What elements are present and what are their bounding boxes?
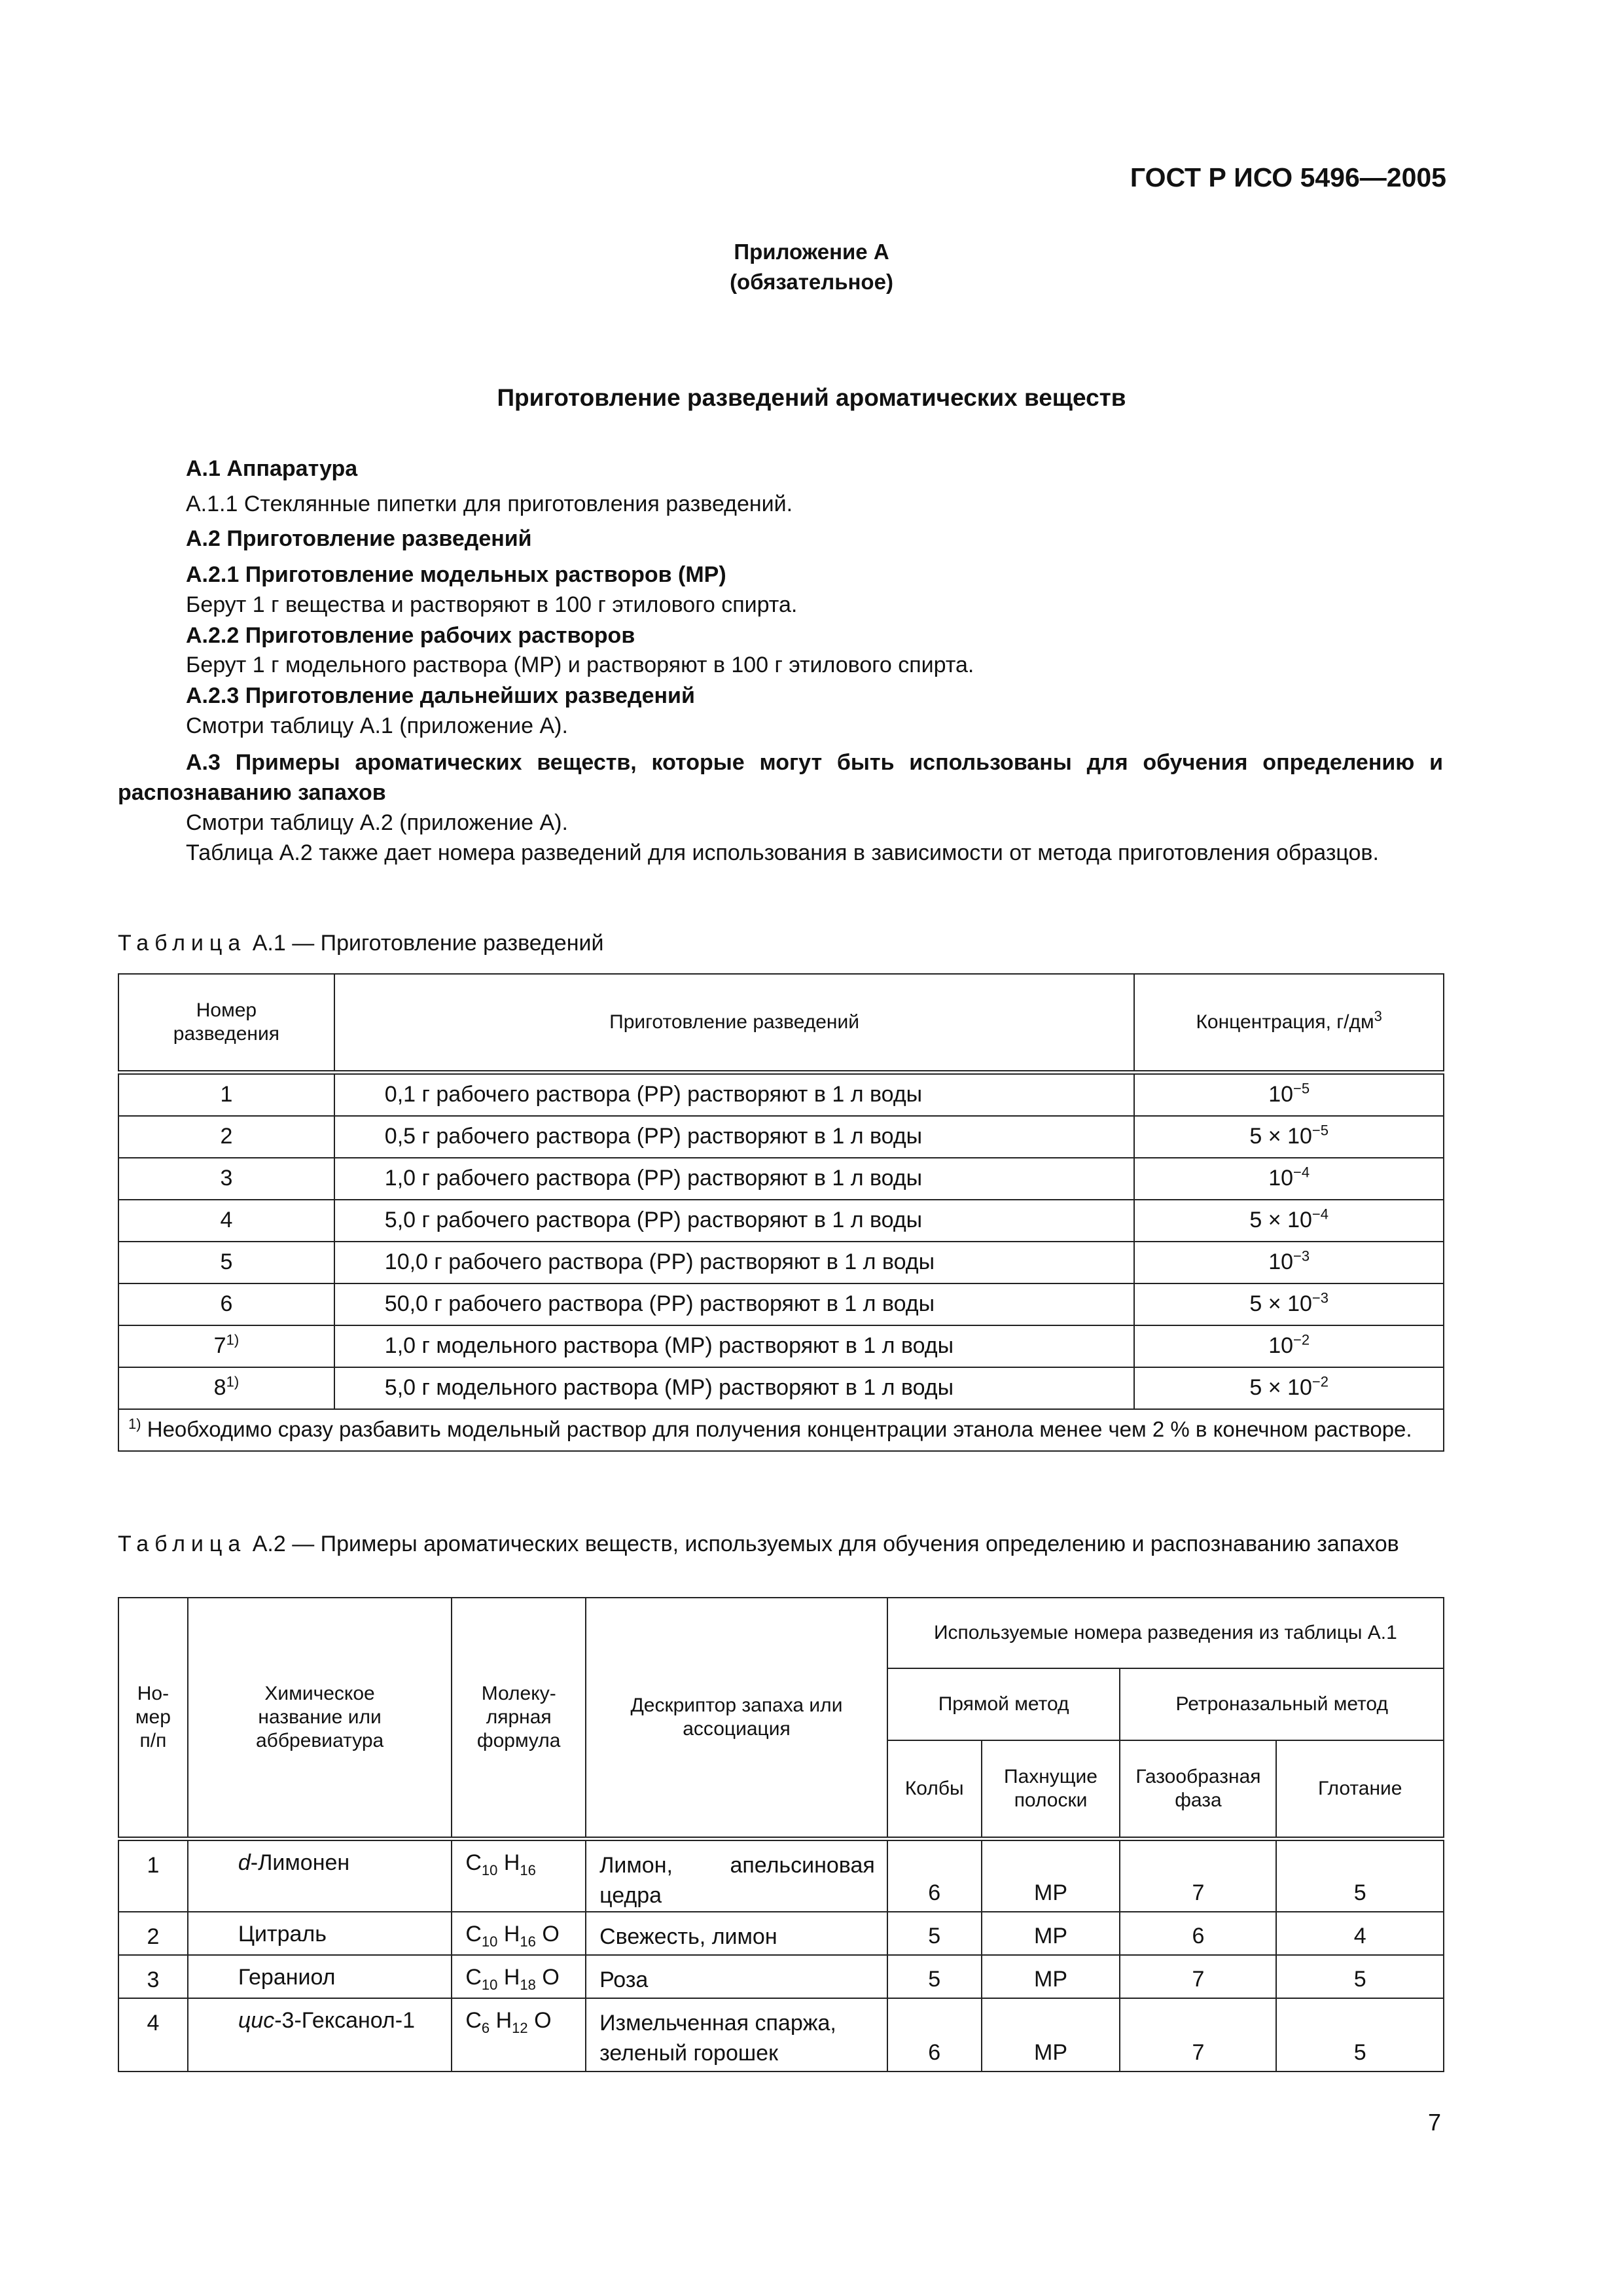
t1-footnote: $^{1)}$ Необходимо сразу разбавить модельный раствор для получения концентрации этанола менее чем 2 % в конечном растворе. — [118, 1409, 1444, 1451]
t2-cell-swallow: 5 — [1276, 1998, 1444, 2072]
t1-cell-number: 3 — [118, 1158, 334, 1200]
t1-header-number: Номер разведения — [118, 974, 334, 1072]
t2-cell-number: 4 — [118, 1998, 188, 2072]
t1-cell-prep: 10,0 г рабочего раствора (РР) растворяют в 1 л воды — [334, 1242, 1135, 1283]
aroma-table — [118, 1597, 1444, 2072]
table2-caption — [118, 1530, 1443, 1558]
t2-header-descriptor: Дескриптор запаха или ассоциация — [586, 1598, 887, 1839]
t1-cell-number: 6 — [118, 1283, 334, 1325]
t2-cell-descriptor: Роза — [586, 1955, 887, 1998]
t2-header-swallow: Глотание — [1276, 1740, 1444, 1839]
t1-header-prep: Приготовление разведений — [334, 974, 1135, 1072]
t2-cell-flasks: 5 — [887, 1912, 982, 1955]
t2-cell-strips: МР — [982, 1998, 1120, 2072]
t1-cell-conc: $10^{-2}$ — [1134, 1325, 1444, 1367]
t1-cell-prep: 50,0 г рабочего раствора (РР) растворяют в 1 л воды — [334, 1283, 1135, 1325]
table2-caption-word: Таблица — [118, 1532, 247, 1556]
t2-row — [118, 1998, 1444, 2072]
section-a3-text1: Смотри таблицу А.2 (приложение А). — [186, 810, 568, 835]
section-a3-heading: А.3 Примеры ароматических веществ, которые могут быть использованы для обучения определению и распознаванию запахов — [118, 750, 1443, 805]
t2-cell-flasks: 6 — [887, 1839, 982, 1912]
appendix-status: (обязательное) — [730, 270, 893, 294]
standard-code: ГОСТ Р ИСО 5496—2005 — [1130, 162, 1446, 192]
t2-cell-number: 2 — [118, 1912, 188, 1955]
t1-cell-number: 7$^{1)}$ — [118, 1325, 334, 1367]
t2-cell-strips: МР — [982, 1839, 1120, 1912]
t1-row — [118, 1116, 1444, 1158]
section-a2-2-text: Берут 1 г модельного раствора (МР) и растворяют в 100 г этилового спирта. — [186, 653, 974, 677]
t1-cell-prep: 1,0 г модельного раствора (МР) растворяют в 1 л воды — [334, 1325, 1135, 1367]
section-a2-1-text: Берут 1 г вещества и растворяют в 100 г этилового спирта. — [186, 592, 798, 617]
t2-row — [118, 1955, 1444, 1998]
t1-cell-number: 8$^{1)}$ — [118, 1367, 334, 1409]
t2-row — [118, 1912, 1444, 1955]
t2-cell-swallow: 5 — [1276, 1839, 1444, 1912]
t2-cell-gas: 6 — [1120, 1912, 1276, 1955]
page-title: Приготовление разведений ароматических веществ — [497, 384, 1126, 411]
t2-header-number: Но-мер п/п — [118, 1598, 188, 1839]
t1-row — [118, 1283, 1444, 1325]
t2-header-used: Используемые номера разведения из таблицы А.1 — [887, 1598, 1444, 1668]
t1-cell-conc: $5 \times 10^{-2}$ — [1134, 1367, 1444, 1409]
t1-cell-conc: $10^{-4}$ — [1134, 1158, 1444, 1200]
t1-row — [118, 1242, 1444, 1283]
table2-caption-rest: А.2 — Примеры ароматических веществ, используемых для обучения определению и распознаванию запахов — [246, 1532, 1399, 1556]
t2-cell-strips: МР — [982, 1912, 1120, 1955]
section-a3-text2: Таблица А.2 также дает номера разведений для использования в зависимости от метода приготовления образцов. — [186, 840, 1379, 865]
t2-header-formula: Молеку-лярная формула — [452, 1598, 586, 1839]
t2-cell-descriptor: Лимон, апельсиновая цедра — [586, 1839, 887, 1912]
table1-caption-word: Таблица — [118, 931, 247, 956]
t1-cell-conc: $5 \times 10^{-4}$ — [1134, 1200, 1444, 1242]
section-a2-3-text: Смотри таблицу А.1 (приложение А). — [186, 713, 568, 738]
t1-cell-number: 4 — [118, 1200, 334, 1242]
table1-caption — [118, 929, 1443, 957]
t1-row — [118, 1200, 1444, 1242]
t2-cell-gas: 7 — [1120, 1955, 1276, 1998]
t1-row — [118, 1072, 1444, 1116]
t1-row — [118, 1325, 1444, 1367]
t2-header-flasks: Колбы — [887, 1740, 982, 1839]
t1-cell-prep: 5,0 г рабочего раствора (РР) растворяют в 1 л воды — [334, 1200, 1135, 1242]
t1-header-conc: Концентрация, $г/дм^3$ — [1134, 974, 1444, 1072]
dilution-table — [118, 973, 1444, 1452]
t1-cell-prep: 5,0 г модельного раствора (МР) растворяют в 1 л воды — [334, 1367, 1135, 1409]
t1-cell-prep: 0,5 г рабочего раствора (РР) растворяют в 1 л воды — [334, 1116, 1135, 1158]
t2-cell-formula: $C_{10}$ $H_{16}$ — [452, 1839, 586, 1912]
t2-cell-number: 3 — [118, 1955, 188, 1998]
page-number: 7 — [1427, 2109, 1441, 2136]
t2-header-direct: Прямой метод — [887, 1668, 1120, 1740]
t2-cell-number: 1 — [118, 1839, 188, 1912]
t1-cell-conc: $5 \times 10^{-5}$ — [1134, 1116, 1444, 1158]
t2-cell-flasks: 5 — [887, 1955, 982, 1998]
t2-cell-name: d-Лимонен — [188, 1839, 452, 1912]
t1-cell-number: 5 — [118, 1242, 334, 1283]
t2-row — [118, 1839, 1444, 1912]
t2-cell-flasks: 6 — [887, 1998, 982, 2072]
section-a2-1-heading: А.2.1 Приготовление модельных растворов (МР) — [186, 562, 726, 587]
t1-cell-conc: $10^{-5}$ — [1134, 1072, 1444, 1116]
t2-header-gas: Газообразная фаза — [1120, 1740, 1276, 1839]
t2-cell-name: Гераниол — [188, 1955, 452, 1998]
t1-row — [118, 1158, 1444, 1200]
t1-cell-number: 1 — [118, 1072, 334, 1116]
t2-cell-strips: МР — [982, 1955, 1120, 1998]
t1-cell-conc: $10^{-3}$ — [1134, 1242, 1444, 1283]
t2-header-name: Химическое название или аббревиатура — [188, 1598, 452, 1839]
t2-cell-name: Цитраль — [188, 1912, 452, 1955]
table1-caption-rest: А.1 — Приготовление разведений — [246, 931, 604, 956]
section-a2-3-heading: А.2.3 Приготовление дальнейших разведений — [186, 683, 695, 708]
section-a2-2-heading: А.2.2 Приготовление рабочих растворов — [186, 623, 635, 648]
t1-row — [118, 1367, 1444, 1409]
section-a1-heading: А.1 Аппаратура — [186, 456, 358, 481]
t2-cell-gas: 7 — [1120, 1998, 1276, 2072]
section-a1-1: А.1.1 Стеклянные пипетки для приготовления разведений. — [186, 492, 793, 516]
t1-cell-prep: 0,1 г рабочего раствора (РР) растворяют в 1 л воды — [334, 1072, 1135, 1116]
t2-cell-name: цис-3-Гексанол-1 — [188, 1998, 452, 2072]
t1-cell-prep: 1,0 г рабочего раствора (РР) растворяют в 1 л воды — [334, 1158, 1135, 1200]
t2-cell-descriptor: Измельченная спаржа, зеленый горошек — [586, 1998, 887, 2072]
t1-cell-conc: $5 \times 10^{-3}$ — [1134, 1283, 1444, 1325]
t2-header-retro: Ретроназальный метод — [1120, 1668, 1444, 1740]
appendix-label: Приложение А — [734, 240, 889, 264]
t2-cell-descriptor: Свежесть, лимон — [586, 1912, 887, 1955]
t2-cell-formula: $C_{10}$ $H_{16}$ O — [452, 1912, 586, 1955]
t2-cell-formula: $C_6$ $H_{12}$ O — [452, 1998, 586, 2072]
t2-cell-swallow: 5 — [1276, 1955, 1444, 1998]
t1-cell-number: 2 — [118, 1116, 334, 1158]
t2-header-strips: Пахнущие полоски — [982, 1740, 1120, 1839]
t2-cell-swallow: 4 — [1276, 1912, 1444, 1955]
t2-cell-formula: $C_{10}$ $H_{18}$ O — [452, 1955, 586, 1998]
t2-cell-gas: 7 — [1120, 1839, 1276, 1912]
section-a2-heading: А.2 Приготовление разведений — [186, 526, 532, 551]
